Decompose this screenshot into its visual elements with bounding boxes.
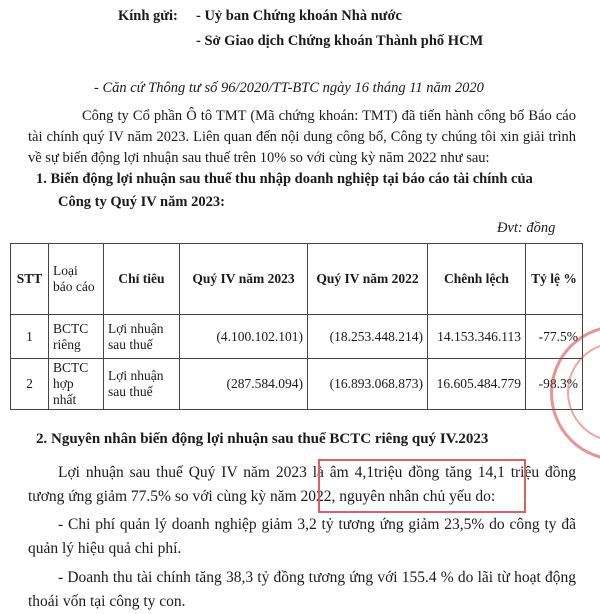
cell-q4-2023: (4.100.102.101) xyxy=(180,315,308,359)
cell-ratio: -98.3% xyxy=(526,359,583,410)
cell-stt: 2 xyxy=(11,359,49,410)
cell-q4-2022: (16.893.068.873) xyxy=(308,359,428,410)
header-q4-2022: Quý IV năm 2022 xyxy=(308,244,428,315)
bullet-financial-revenue: - Doanh thu tài chính tăng 38,3 tỷ đồng tương ứng với 155.4 % do lãi từ hoạt động thoái vốn tại công ty con. xyxy=(28,569,576,610)
intro-paragraph: Công ty Cổ phần Ô tô TMT (Mã chứng khoán: TMT) đã tiến hành công bố Báo cáo tài chính quý IV năm 2023. Liên quan đến nội dung công bố, Công ty chúng tôi xin giải trình về sự biến động lợi nhuận sau thuế trên 10% so với cùng kỳ năm 2022 như sau: xyxy=(28,108,576,166)
cell-stt: 1 xyxy=(11,315,49,359)
section2-paragraph: Lợi nhuận sau thuế Quý IV năm 2023 là âm 4,1triệu đồng tăng 14,1 triệu đồng tương ứng giảm 77.5% so với cùng kỳ năm 2022, nguyên nhân chủ yếu do: xyxy=(28,464,576,505)
legal-basis: - Căn cứ Thông tư số 96/2020/TT-BTC ngày 16 tháng 11 năm 2020 xyxy=(94,80,484,96)
section2-title: 2. Nguyên nhân biến động lợi nhuận sau thuế BCTC riêng quý IV.2023 xyxy=(36,431,489,447)
cell-difference: 16.605.484.779 xyxy=(428,359,526,410)
cell-report-type: BCTC hợp nhất xyxy=(49,359,104,410)
header-difference: Chênh lệch xyxy=(428,244,526,315)
header-report-type: Loại báo cáo xyxy=(49,244,104,315)
cell-report-type: BCTC riêng xyxy=(49,315,104,359)
cell-difference: 14.153.346.113 xyxy=(428,315,526,359)
cell-ratio: -77.5% xyxy=(526,315,583,359)
header-q4-2023: Quý IV năm 2023 xyxy=(180,244,308,315)
header-stt: STT xyxy=(11,244,49,315)
recipient-1: - Uỷ ban Chứng khoán Nhà nước xyxy=(196,8,402,24)
cell-q4-2022: (18.253.448.214) xyxy=(308,315,428,359)
section1-title-line1: 1. Biến động lợi nhuận sau thuế thu nhập doanh nghiệp tại báo cáo tài chính của xyxy=(36,171,533,187)
profit-table xyxy=(10,243,583,410)
unit-label: Đvt: đồng xyxy=(497,220,556,236)
bullet-admin-cost: - Chi phí quản lý doanh nghiệp giảm 3,2 tỷ tương ứng giảm 23,5% do công ty đã quản lý hiệu quả chi phí. xyxy=(28,516,576,557)
table-header-row xyxy=(11,244,583,315)
recipient-2: - Sở Giao dịch Chứng khoán Thành phố HCM xyxy=(196,33,484,49)
cell-indicator: Lợi nhuận sau thuế xyxy=(104,315,180,359)
section1-title-line2: Công ty Quý IV năm 2023: xyxy=(58,194,225,210)
header-indicator: Chỉ tiêu xyxy=(104,244,180,315)
table-row xyxy=(11,359,583,410)
cell-q4-2023: (287.584.094) xyxy=(180,359,308,410)
header-ratio: Tỷ lệ % xyxy=(526,244,583,315)
table-row xyxy=(11,315,583,359)
cell-indicator: Lợi nhuận sau thuế xyxy=(104,359,180,410)
greeting-label: Kính gửi: xyxy=(118,8,178,24)
